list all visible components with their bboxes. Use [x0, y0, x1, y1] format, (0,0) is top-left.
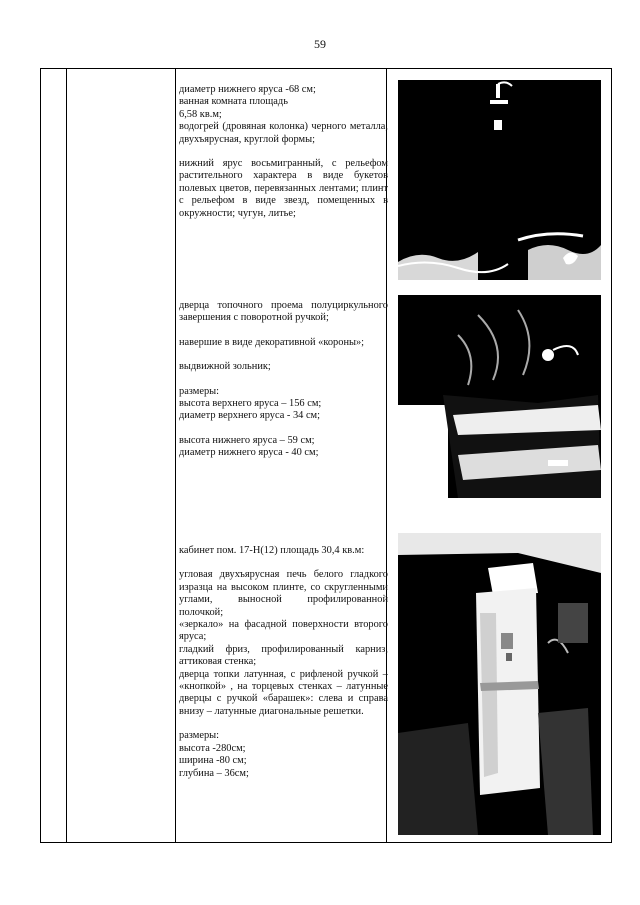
text-line: ванная комната площадь	[179, 96, 288, 108]
text-paragraph: дверца топочного проема полуциркульного завершения с поворотной ручкой;	[179, 300, 388, 324]
section1-description	[179, 84, 388, 232]
text-line: 6,58 кв.м;	[179, 108, 222, 120]
text-paragraph: нижний ярус восьмигранный, с рельефом растительного характера в виде букетов полевых цветов, перевязанных лентами; плинт с рельефом в виде звезд, помещенных в окружности; чугун, литье;	[179, 158, 388, 219]
text-line: диаметр нижнего яруса -68 см;	[179, 84, 316, 95]
sizes-title: размеры:	[179, 385, 220, 397]
text-paragraph: дверца топки латунная, с рифленой ручкой – «кнопкой» , на торцевых стенках – латунные дверцы с ручкой «барашек»: слева и справа внизу – латунные диагональные решетки.	[179, 668, 388, 717]
size-line: высота верхнего яруса – 156 см;	[179, 398, 322, 410]
size-line: глубина – 36см;	[179, 767, 249, 779]
section2-description	[179, 300, 388, 460]
text-paragraph: «зеркало» на фасадной поверхности второго яруса;	[179, 619, 388, 643]
text-paragraph: водогрей (дровяная колонка) черного металла, двухъярусная, круглой формы;	[179, 121, 388, 145]
photo-stove-detail	[398, 295, 601, 498]
column-divider	[175, 69, 176, 842]
text-paragraph: навершие в виде декоративной «короны»;	[179, 336, 365, 348]
page-number: 59	[314, 37, 326, 51]
sizes-title: размеры:	[179, 730, 220, 742]
text-paragraph: выдвижной зольник;	[179, 361, 271, 373]
room-header: кабинет пом. 17-Н(12) площадь 30,4 кв.м:	[179, 545, 365, 556]
photo-corner-stove	[398, 533, 601, 835]
column-divider	[66, 69, 67, 842]
photo-water-heater	[398, 80, 601, 280]
size-line: высота -280см;	[179, 742, 246, 754]
size-line: диаметр нижнего яруса - 40 см;	[179, 447, 319, 459]
size-line: высота нижнего яруса – 59 см;	[179, 434, 315, 446]
text-paragraph: гладкий фриз, профилированный карниз, аттиковая стенка;	[179, 643, 388, 668]
section3-description	[179, 545, 388, 780]
size-line: ширина -80 см;	[179, 755, 247, 767]
size-line: диаметр верхнего яруса - 34 см;	[179, 410, 321, 422]
text-paragraph: угловая двухъярусная печь белого гладкого изразца на высоком плинте, со скругленными углами, выносной профилированной полочкой;	[179, 569, 388, 618]
